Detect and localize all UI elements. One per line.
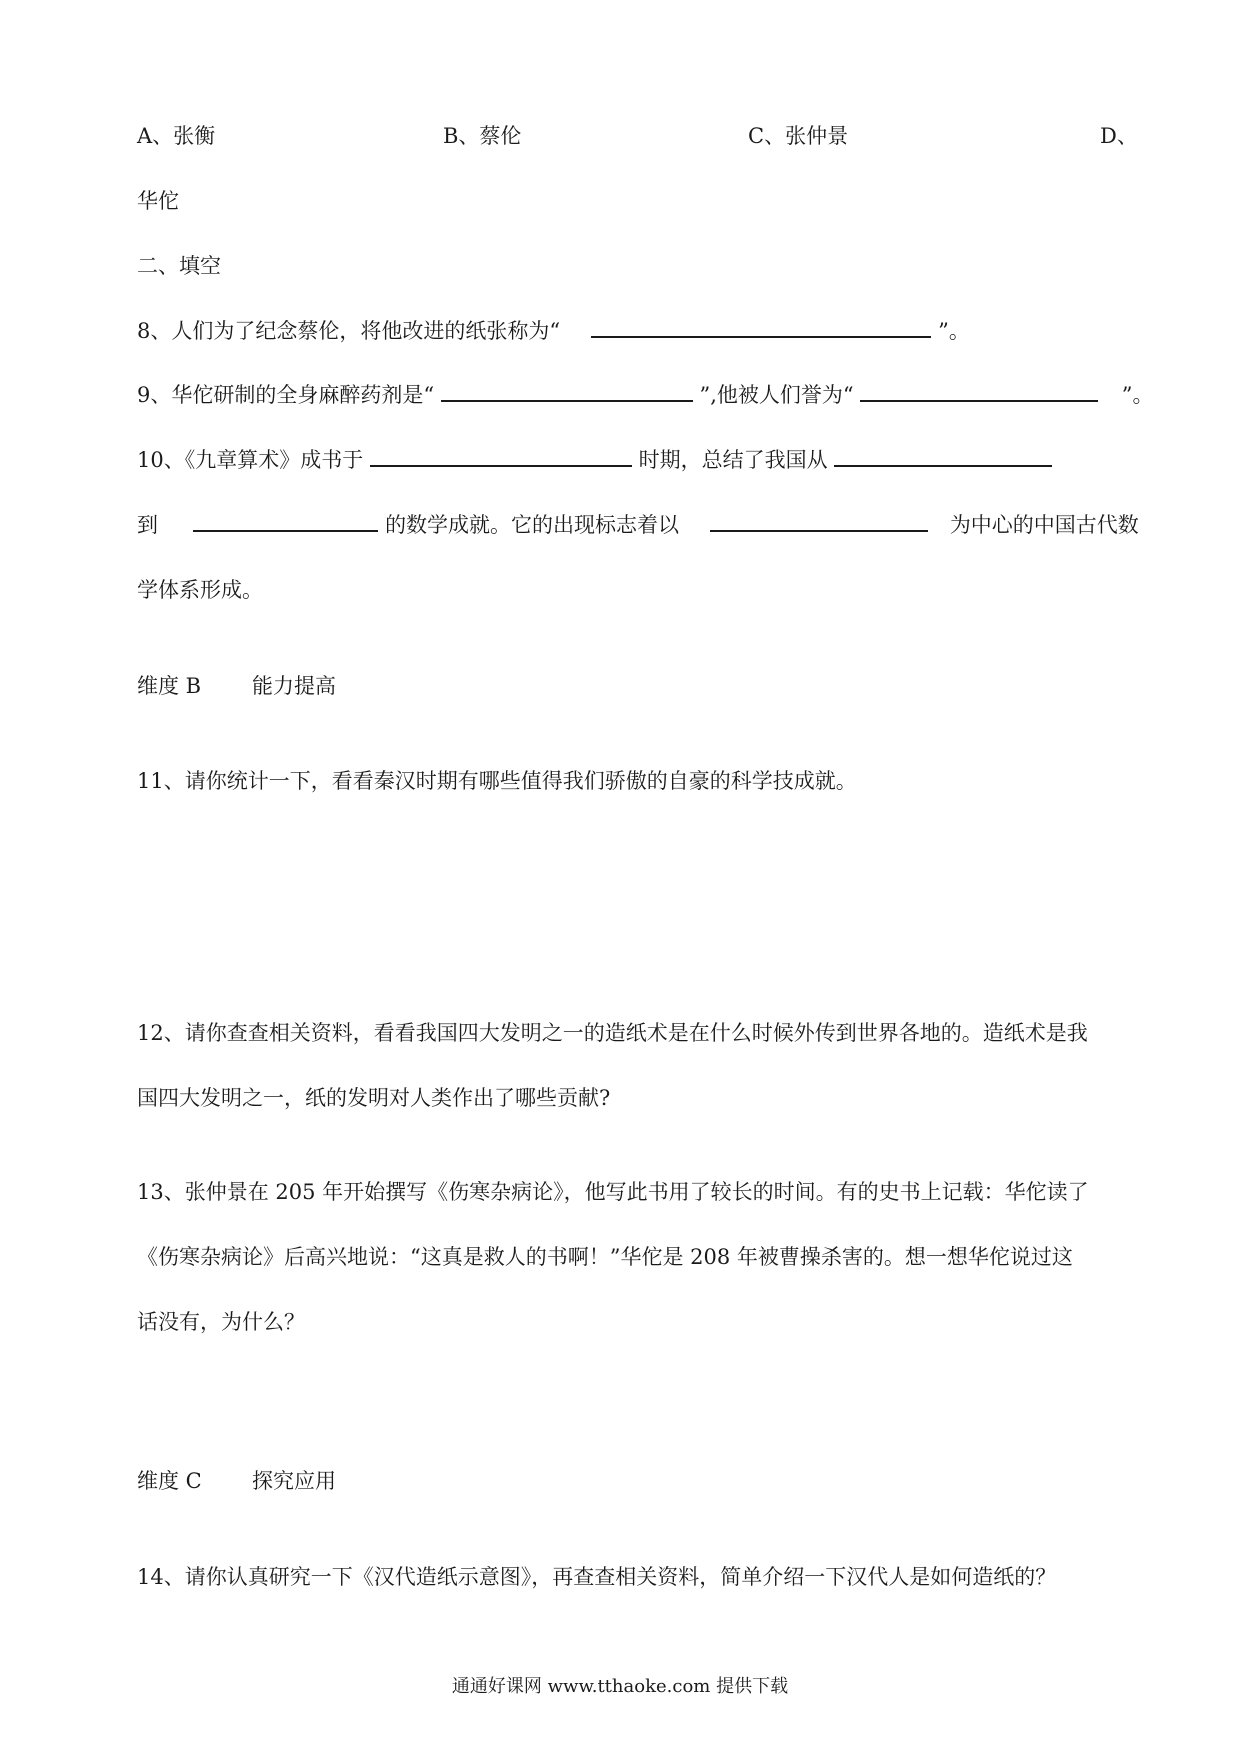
dimension-b-title-wrap [252, 670, 336, 700]
q9-text-c: ”。 [1121, 383, 1154, 407]
q10-blank-4[interactable] [710, 510, 928, 532]
q10-blank-3[interactable] [193, 510, 378, 532]
question-12-line-2 [137, 1082, 610, 1112]
dimension-b-heading [137, 670, 201, 700]
section-2-title: 二、填空 [137, 254, 221, 278]
option-c-wrap [748, 120, 848, 150]
q8-text: 8、人们为了纪念蔡伦，将他改进的纸张称为“ [137, 319, 561, 343]
q10-text-b: 时期，总结了我国从 [638, 448, 828, 472]
q12-line-2-text: 国四大发明之一，纸的发明对人类作出了哪些贡献? [137, 1086, 611, 1110]
q13-line-1: 13、张仲景在 205 年开始撰写《伤寒杂病论》，他写此书用了较长的时间。有的史书上记载：华佗读了 [137, 1180, 1089, 1204]
option-c: C、张仲景 [748, 124, 849, 148]
q10-text-a: 10、《九章算术》成书于 [137, 448, 364, 472]
question-13-line-2 [137, 1241, 1073, 1271]
option-b: B、蔡伦 [443, 124, 522, 148]
page-footer [0, 1672, 1240, 1698]
dimension-c-title-wrap [252, 1465, 336, 1495]
q13-line-2-text: 《伤寒杂病论》后高兴地说：“这真是救人的书啊！”华佗是 208 年被曹操杀害的。想一想华佗说过这 [137, 1245, 1073, 1269]
question-13 [137, 1176, 1089, 1206]
q8-end: ”。 [938, 319, 970, 343]
q10-text-f: 学体系形成。 [137, 578, 263, 602]
question-13-line-3 [137, 1306, 305, 1336]
option-d-wrap [1100, 120, 1138, 150]
q11-text: 11、请你统计一下，看看秦汉时期有哪些值得我们骄傲的自豪的科学技成就。 [137, 769, 857, 793]
dimension-c-label: 维度 C [137, 1469, 202, 1493]
q9-text-b: ”,他被人们誉为“ [699, 383, 854, 407]
dimension-c-title: 探究应用 [252, 1469, 336, 1493]
q9-blank-2[interactable] [860, 380, 1098, 402]
option-a: A、张衡 [137, 124, 216, 148]
question-11 [137, 765, 857, 795]
q10-text-d: 的数学成就。它的出现标志着以 [385, 513, 680, 537]
q8-blank[interactable] [591, 316, 931, 338]
q10-text-c: 到 [137, 513, 158, 537]
footer-text: 通通好课网 www.tthaoke.com 提供下载 [451, 1676, 789, 1697]
q12-line-1: 12、请你查查相关资料，看看我国四大发明之一的造纸术是在什么时候外传到世界各地的。造纸术是我 [137, 1021, 1088, 1045]
dimension-c-heading [137, 1465, 202, 1495]
q13-line-3-text: 话没有，为什么？ [137, 1310, 305, 1334]
option-d-continued [137, 185, 179, 215]
question-12 [137, 1017, 1088, 1047]
q9-blank-1[interactable] [441, 380, 693, 402]
question-7-options [137, 120, 215, 150]
q14-text: 14、请你认真研究一下《汉代造纸示意图》，再查查相关资料，简单介绍一下汉代人是如何造纸的？ [137, 1565, 1057, 1589]
option-d: D、 [1100, 124, 1138, 148]
q10-blank-2[interactable] [834, 445, 1052, 467]
question-9 [137, 379, 1153, 409]
section-2-heading [137, 250, 221, 280]
question-8 [137, 315, 970, 345]
dimension-b-label: 维度 B [137, 674, 202, 698]
q10-blank-1[interactable] [370, 445, 632, 467]
q9-text-a: 9、华佗研制的全身麻醉药剂是“ [137, 383, 435, 407]
question-14 [137, 1561, 1056, 1591]
question-10-line-2 [137, 509, 1139, 539]
q10-text-e: 为中心的中国古代数 [949, 513, 1139, 537]
option-d-text: 华佗 [137, 189, 179, 213]
question-10-line-3 [137, 574, 263, 604]
option-b-wrap [443, 120, 521, 150]
question-10 [137, 444, 1052, 474]
dimension-b-title: 能力提高 [252, 674, 336, 698]
